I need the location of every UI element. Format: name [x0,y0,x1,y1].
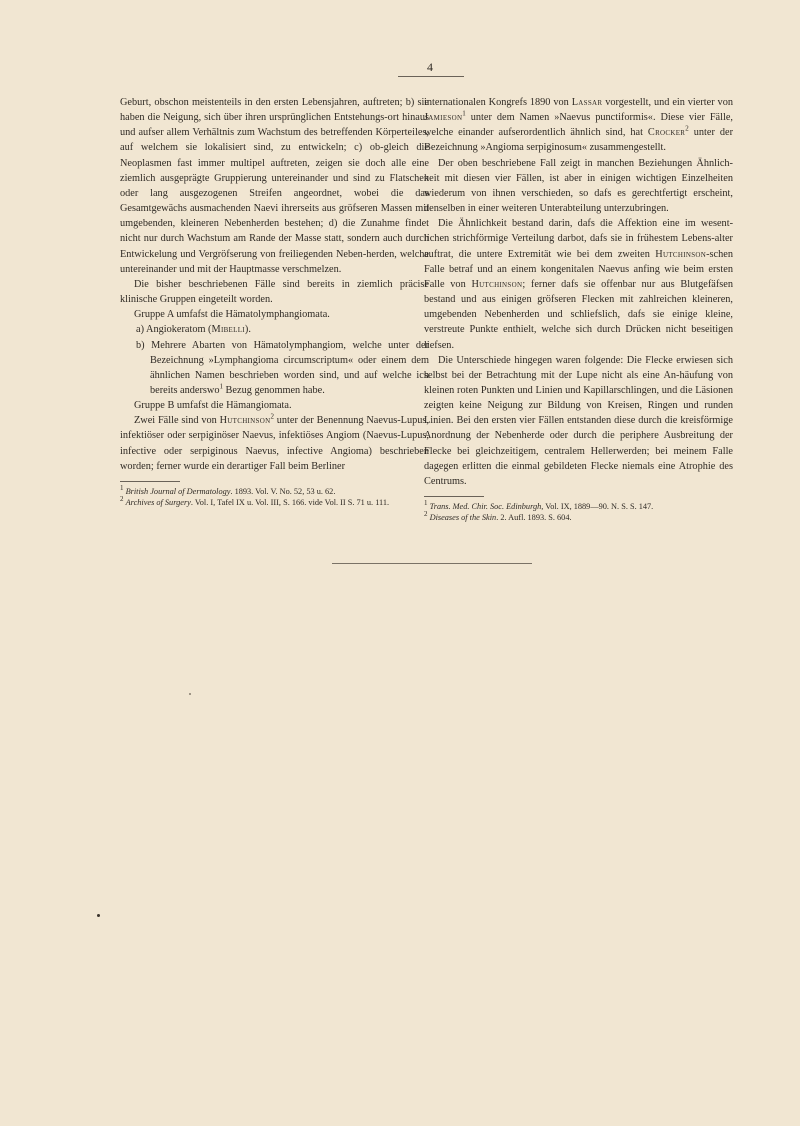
left-paragraph-2: Die bisher beschriebenen Fälle sind bereits in ziemlich präcise klinische Gruppen eingeteilt worden. [120,278,429,306]
footnote-divider [120,481,180,482]
right-paragraph-3-text: Die Ähnlichkeit bestand darin, dafs die Affektion eine im wesent-lichen strichförmige Verteilung darbot, dafs sie in frühestem Lebens-alter auftrat, die untere Extremität wie bei dem zweiten [424,218,733,260]
right-paragraph-3-end: ; ferner dafs sie offenbar nur aus Blutgefäfsen bestand und aus einigen gröfseren Flecken mit zahlreichen kleineren, umgebenden Nebenherden und schliefslich, dafs sie einige kleine, verstreute Punkte enthielt, welche sich durch Drücken nicht beseitigen liefsen. [424,278,733,351]
right-paragraph-1-text-2: vorgestellt, und ein vierter von [602,97,733,108]
author-mibelli: Mibelli [211,324,245,336]
footnote-1 [424,501,733,512]
list-item-a-end: ). [244,324,251,336]
right-paragraph-1-text: internationalen Kongrefs 1890 von [424,97,572,108]
footnote-number: 1 [120,484,124,493]
right-paragraph-4: Die Unterschiede hingegen waren folgende: Die Flecke erwiesen sich selbst bei der Betrachtung mit der Lupe nicht als eine An-häufung von kleinen roten Punkten und Linien und Kapillarschlingen, und die Läsionen zeigten keine Neigung zur Bildung von Kreisen, Ringen und runden Linien. Bei den ersten vier Fällen entstanden diese durch die kreisförmige Anordnung der Nebenherde oder durch die periphere Ausbreitung der Flecke bei gleichzeitigem, centralem Hellerwerden; bei meinem Falle dagegen erlitten die einmal gebildeten Flecke niemals eine Atrophie des Centrums. [424,354,733,487]
footnote-title: Archives of Surgery [125,497,191,507]
paper-speck [97,914,100,917]
footnote-title: Diseases of the Skin [429,513,497,523]
left-paragraph-3: Gruppe A umfafst die Hämatolymphangiomata. [134,309,330,321]
footnote-divider [424,496,484,497]
footnote-number: 1 [424,499,428,508]
footnote-1 [120,486,429,497]
left-paragraph-5-end: unter der Benennung Naevus-Lupus, infektiöser oder serpiginöser Naevus, infektiöses Angiom (Naevus-Lupus, infective oder serpiginous Naevus, infective Angioma) beschrieben worden; ferner wurde ein derartiger Fall beim Berliner [120,415,429,472]
list-item-b [120,338,429,399]
left-paragraph-5 [120,413,429,474]
footnote-title: Trans. Med. Chir. Soc. Edinburgh [429,502,542,512]
footnote-details: , Vol. IX, 1889—90. N. S. S. 147. [541,502,654,512]
bottom-divider [332,563,532,564]
footnote-ref-1: 1 [462,109,466,118]
right-paragraph-1-text-3: unter dem Namen »Naevus punctiformis«. Diese vier Fälle, welche einander aufserordentlich ähnlich sind, hat [424,112,733,139]
list-item-a-text: a) Angiokeratom ( [136,324,212,336]
footnote-2 [120,497,429,508]
right-column [424,95,733,523]
footnote-details: . Vol. I, Tafel IX u. Vol. III, S. 166. vide Vol. II S. 71 u. 111. [190,497,390,507]
author-hutchinson: Hutchinson [655,248,707,260]
left-paragraph-4: Gruppe B umfafst die Hämangiomata. [134,400,292,412]
right-paragraph-2: Der oben beschriebene Fall zeigt in manchen Beziehungen Ähnlich-keit mit diesen vier Fällen, ist aber in einigen wichtigen Einzelheiten wiederum von ihnen verschieden, so dafs es gerechtfertigt erscheint, denselben in einer weiteren Unterabteilung unterzubringen. [424,157,733,215]
list-item-b-end: Bezug genommen habe. [222,384,325,396]
author-hutchinson: Hutchinson [471,278,523,290]
left-column [120,95,429,508]
footnote-2 [424,512,733,523]
right-paragraph-3 [424,216,733,352]
footnote-number: 2 [120,495,124,504]
list-item-b-text: b) Mehrere Abarten von Hämatolymphangiom, welche unter der Bezeichnung »Lymphangioma circumscriptum« oder einem dem ähnlichen Namen beschrieben worden sind, und auf welche ich bereits anderswo [136,339,429,396]
left-paragraph-5-text: Zwei Fälle sind von [134,415,220,427]
footnote-details: . 2. Aufl. 1893. S. 604. [496,513,572,523]
footnote-ref-2: 2 [270,412,274,421]
footnote-title: British Journal of Dermatology [125,486,231,496]
footnote-number: 2 [424,510,428,519]
left-paragraph-1: Geburt, obschon meistenteils in den ersten Lebensjahren, auftreten; b) sie haben die Neigung, sich über ihren ursprünglichen Entstehungs-ort hinaus und aufser allem Verhältnis zum Wachstum des betreffenden Körperteiles, auf welchem sie lokalisiert sind, zu entwickeln; c) ob-gleich die Neoplasmen fast immer multipel auftreten, zeigen sie doch alle eine ziemlich ausgeprägte Gruppierung untereinander und sind zu Flatschen oder lang ausgezogenen Streifen angeordnet, wobei die das Gesamtgewächs ausmachenden Naevi ihrerseits aus gröfseren Massen mit umgebenden, kleineren Nebenherden bestehen; d) die Zunahme findet nicht nur durch Wachstum am Rande der Masse statt, sondern auch durch Entwickelung und Vergröfserung von freiliegenden Neben-herden, welche untereinander und mit der Hauptmasse verschmelzen. [120,97,429,275]
author-jamieson: Jamieson [424,112,463,124]
footnote-ref-2: 2 [685,124,689,133]
paper-speck [189,693,191,695]
list-item-a [120,322,429,337]
author-hutchinson: Hutchinson [219,415,271,427]
right-paragraph-1-end: unter der Bezeichnung »Angioma serpiginosum« zusammengestellt. [424,127,734,154]
page-number-rule [398,76,464,77]
right-paragraph-3-text-2: -schen Falle betraf und an einem kongenitalen Naevus anfing wie beim ersten Falle von [424,248,733,290]
author-lassar: Lassar [571,97,603,108]
footnote-ref-1: 1 [219,382,223,391]
right-paragraph-1 [424,95,733,156]
page-number: 4 [427,60,433,74]
author-crocker: Crocker [647,127,686,139]
footnote-details: . 1893. Vol. V. No. 52, 53 u. 62. [230,486,336,496]
